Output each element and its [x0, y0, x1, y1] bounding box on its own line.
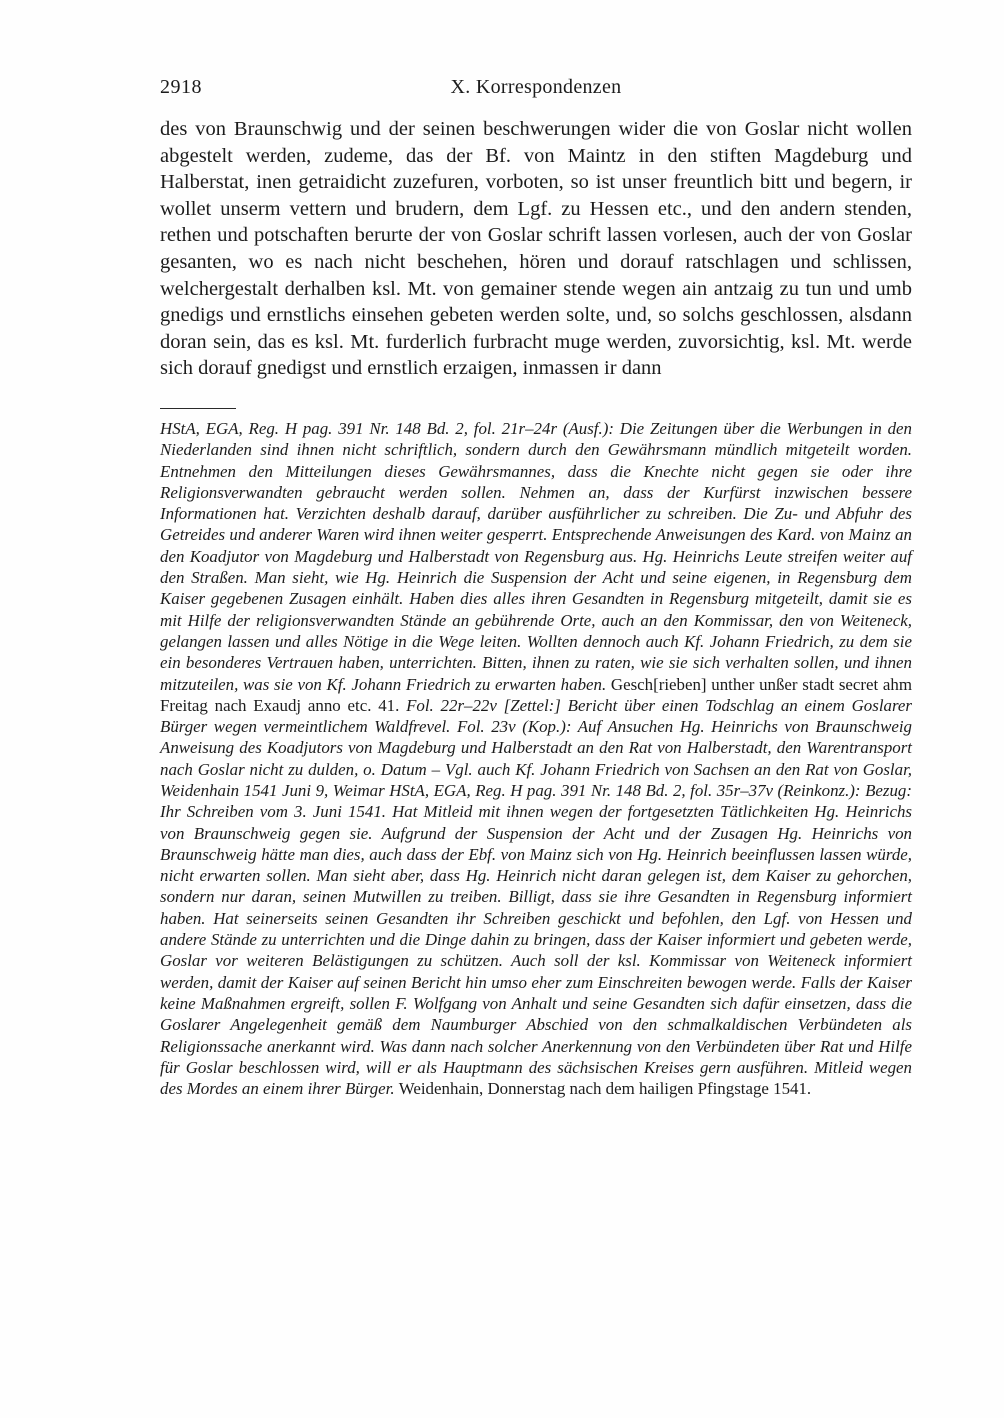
footnote-segment-italic: Fol. 22r–22v [Zettel:] Bericht über einen Todschlag an einem Goslarer Bürger wegen vermeintlichem Waldfrevel. Fol. 23v (Kop.): Auf Ansuchen Hg. Heinrichs von Braunschweig Anweisung des Koadjutors von Magdeburg und Halberstadt an den Rat von Halberstadt, den Warentransport nach Goslar nicht zu dulden, o. Datum – Vgl. auch Kf. Johann Friedrich von Sachsen an den Rat von Goslar, Weidenhain 1541 Juni 9, Weimar HStA, EGA, Reg. H pag. 391 Nr. 148 Bd. 2, fol. 35r–37v (Reinkonz.): Bezug: Ihr Schreiben vom 3. Juni 1541. Hat Mitleid mit ihnen wegen der fortgesetzten Tätlichkeiten Hg. Heinrichs von Braunschweig gegen sie. Aufgrund der Suspension der Acht und der Zusagen Hg. Heinrichs von Braunschweig hätte man dies, auch dass der Ebf. von Mainz sich von Hg. Heinrich beeinflussen lassen würde, nicht erwarten sollen. Man sieht aber, dass Hg. Heinrich nicht daran gelegen ist, dem Kaiser zu gehorchen, sondern nur daran, seinen Mutwillen zu treiben. Billigt, dass sie ihre Gesandten in Regensburg informiert haben. Hat seinerseits seinen Gesandten ihr Schreiben geschickt und befohlen, den Lgf. von Hessen und andere Stände zu unterrichten und die Dinge dahin zu bringen, dass der Kaiser informiert und gebeten werde, Goslar vor weiteren Belästigungen zu schützen. Auch soll der ksl. Kommissar von Weiteneck informiert werden, damit der Kaiser auf seinen Bericht hin umso eher zum Einschreiten bewogen werde. Falls der Kaiser keine Maßnahmen ergreift, sollen F. Wolfgang von Anhalt und seine Gesandten sich dafür einsetzen, dass die Goslarer Angelegenheit gemäß dem Naumburger Abschied von den schmalkaldischen Verbündeten als Religionssache anerkannt wird. Was dann nach solcher Anerkennung von den Verbündeten über Rat und Hilfe für Goslar beschlossen wird, will er als Hauptmann des sächsischen Kreises gern ausführen. Mitleid wegen des Mordes an einem ihrer Bürger. — [160, 695, 912, 1099]
footnote-apparatus — [160, 418, 912, 1100]
page-header — [160, 76, 912, 103]
body-paragraph: des von Braunschwig und der seinen beschwerungen wider die von Goslar nicht wollen abgestelt werden, zudeme, das der Bf. von Maintz in den stiften Magdeburg und Halberstat, inen getraidicht zuzefuren, vorboten, so ist unser freuntlich bitt und begern, ir wollet unserm vettern und brudern, dem Lgf. zu Hessen etc., und den andern stenden, rethen und potschaften berurte der von Goslar schrift lassen vorlesen, auch der von Goslar gesanten, wo es nach nicht beschehen, hören und dorauf ratschlagen und schlissen, welchergestalt derhalben ksl. Mt. von gemainer stende wegen ain antzaig zu tun und umb gnedigs und ernstlichs einsehen gebeten werden solte, und, so solchs geschlossen, alsdann doran sein, das es ksl. Mt. furderlich furbracht muge werden, zuvorsichtig, ksl. Mt. werde sich dorauf gnedigst und ernstlich erzaigen, inmassen ir dann — [160, 118, 912, 380]
footnote-segment-italic: HStA, EGA, Reg. H pag. 391 Nr. 148 Bd. 2, fol. 21r–24r (Ausf.): Die Zeitungen über die Werbungen in den Niederlanden sind ihnen nicht schriftlich, sondern durch den Gewährsmann mündlich mitgeteilt worden. Entnehmen den Mitteilungen dieses Gewährsmannes, dass die Knechte nicht gegen sie oder ihre Religionsverwandten gebraucht werden sollen. Nehmen an, dass der Kurfürst inzwischen bessere Informationen hat. Verzichten deshalb darauf, darüber ausführlicher zu schreiben. Die Zu- und Abfuhr des Getreides und anderer Waren wird ihnen weiter gesperrt. Entsprechende Anweisungen des Kard. von Mainz an den Koadjutor von Magdeburg und Halberstadt von Regensburg aus. Hg. Heinrichs Leute streifen weiter auf den Straßen. Man sieht, wie Hg. Heinrich die Suspension der Acht und seine eigenen, in Regensburg dem Kaiser gegebenen Zusagen einhält. Haben dies alles ihren Gesandten in Regensburg mitgeteilt, damit sie es mit Hilfe der religionsverwandten Stände an gebührende Orte, auch an den Kommissar, den von Weiteneck, gelangen lassen und alles Nötige in die Wege leiten. Wollten dennoch auch Kf. Johann Friedrich, zu dem sie ein besonderes Vertrauen haben, unterrichten. Bitten, ihnen zu raten, wie sie sich verhalten sollen, und ihnen mitzuteilen, was sie von Kf. Johann Friedrich zu erwarten haben. — [160, 418, 912, 694]
footnote-segment-roman: Gesch[rieben] unther unßer stadt secret ahm Freitag nach Exaudj anno etc. 41. — [160, 674, 913, 715]
footnote-segment-roman: Weidenhain, Donnerstag nach dem hailigen Pfingstage 1541. — [398, 1079, 812, 1099]
running-title: X. Korrespondenzen — [450, 76, 622, 98]
footnote-separator-rule — [160, 408, 236, 409]
main-text-block — [160, 116, 912, 382]
page-number: 2918 — [160, 76, 202, 98]
